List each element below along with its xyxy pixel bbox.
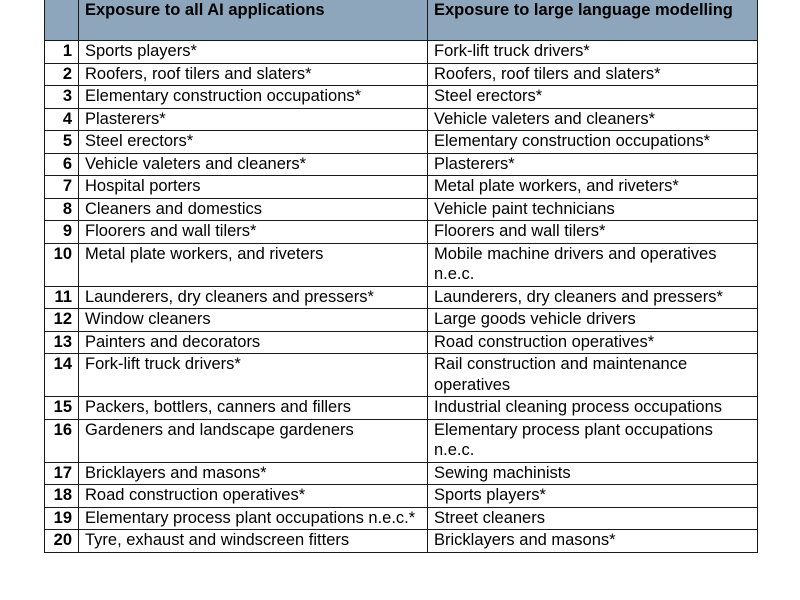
all-ai-cell: Tyre, exhaust and windscreen fitters bbox=[79, 530, 428, 553]
all-ai-cell: Painters and decorators bbox=[79, 331, 428, 354]
all-ai-cell: Elementary construction occupations* bbox=[79, 86, 428, 109]
llm-cell: Fork-lift truck drivers* bbox=[428, 41, 758, 64]
table-row bbox=[45, 331, 758, 354]
rank-cell: 19 bbox=[45, 507, 79, 530]
llm-cell: Large goods vehicle drivers bbox=[428, 309, 758, 332]
all-ai-cell: Vehicle valeters and cleaners* bbox=[79, 153, 428, 176]
all-ai-cell: Metal plate workers, and riveters bbox=[79, 243, 428, 286]
rank-cell: 13 bbox=[45, 331, 79, 354]
all-ai-cell: Steel erectors* bbox=[79, 131, 428, 154]
table-row bbox=[45, 243, 758, 286]
all-ai-cell: Sports players* bbox=[79, 41, 428, 64]
llm-cell: Elementary process plant occupations n.e.c. bbox=[428, 419, 758, 462]
llm-cell: Plasterers* bbox=[428, 153, 758, 176]
all-ai-cell: Road construction operatives* bbox=[79, 485, 428, 508]
rank-cell: 14 bbox=[45, 354, 79, 397]
rank-cell: 1 bbox=[45, 41, 79, 64]
all-ai-cell: Fork-lift truck drivers* bbox=[79, 354, 428, 397]
table-row bbox=[45, 221, 758, 244]
llm-cell: Industrial cleaning process occupations bbox=[428, 397, 758, 420]
llm-cell: Street cleaners bbox=[428, 507, 758, 530]
rank-cell: 20 bbox=[45, 530, 79, 553]
table-row bbox=[45, 530, 758, 553]
all-ai-cell: Floorers and wall tilers* bbox=[79, 221, 428, 244]
table-row bbox=[45, 397, 758, 420]
all-ai-cell: Elementary process plant occupations n.e.c.* bbox=[79, 507, 428, 530]
llm-cell: Launderers, dry cleaners and pressers* bbox=[428, 286, 758, 309]
llm-cell: Steel erectors* bbox=[428, 86, 758, 109]
rank-cell: 10 bbox=[45, 243, 79, 286]
rank-cell: 18 bbox=[45, 485, 79, 508]
table-row bbox=[45, 63, 758, 86]
table-row bbox=[45, 153, 758, 176]
llm-cell: Vehicle paint technicians bbox=[428, 198, 758, 221]
all-ai-cell: Gardeners and landscape gardeners bbox=[79, 419, 428, 462]
llm-cell: Roofers, roof tilers and slaters* bbox=[428, 63, 758, 86]
rank-cell: 2 bbox=[45, 63, 79, 86]
llm-cell: Floorers and wall tilers* bbox=[428, 221, 758, 244]
rank-cell: 6 bbox=[45, 153, 79, 176]
table-body bbox=[45, 41, 758, 553]
rank-cell: 7 bbox=[45, 176, 79, 199]
rank-header bbox=[45, 0, 79, 41]
all-ai-cell: Packers, bottlers, canners and fillers bbox=[79, 397, 428, 420]
rank-cell: 17 bbox=[45, 462, 79, 485]
header-row bbox=[45, 0, 758, 41]
llm-cell: Metal plate workers, and riveters* bbox=[428, 176, 758, 199]
table-row bbox=[45, 309, 758, 332]
table-row bbox=[45, 41, 758, 64]
rank-cell: 8 bbox=[45, 198, 79, 221]
all-ai-cell: Cleaners and domestics bbox=[79, 198, 428, 221]
llm-cell: Road construction operatives* bbox=[428, 331, 758, 354]
table-row bbox=[45, 354, 758, 397]
table-row bbox=[45, 131, 758, 154]
table-row bbox=[45, 485, 758, 508]
rank-cell: 16 bbox=[45, 419, 79, 462]
llm-cell: Rail construction and maintenance operatives bbox=[428, 354, 758, 397]
rank-cell: 12 bbox=[45, 309, 79, 332]
rank-cell: 3 bbox=[45, 86, 79, 109]
all-ai-cell: Bricklayers and masons* bbox=[79, 462, 428, 485]
occupation-exposure-table bbox=[44, 0, 758, 553]
llm-cell: Sewing machinists bbox=[428, 462, 758, 485]
rank-cell: 9 bbox=[45, 221, 79, 244]
llm-cell: Bricklayers and masons* bbox=[428, 530, 758, 553]
table-row bbox=[45, 462, 758, 485]
table-row bbox=[45, 419, 758, 462]
table-row bbox=[45, 176, 758, 199]
rank-cell: 5 bbox=[45, 131, 79, 154]
rank-cell: 11 bbox=[45, 286, 79, 309]
table-row bbox=[45, 198, 758, 221]
rank-cell: 4 bbox=[45, 108, 79, 131]
all-ai-cell: Launderers, dry cleaners and pressers* bbox=[79, 286, 428, 309]
llm-cell: Mobile machine drivers and operatives n.e.c. bbox=[428, 243, 758, 286]
llm-cell: Sports players* bbox=[428, 485, 758, 508]
llm-cell: Vehicle valeters and cleaners* bbox=[428, 108, 758, 131]
table-row bbox=[45, 86, 758, 109]
llm-cell: Elementary construction occupations* bbox=[428, 131, 758, 154]
llm-header: Exposure to large language modelling bbox=[428, 0, 758, 41]
occupation-exposure-table-container bbox=[44, 0, 757, 553]
table-row bbox=[45, 108, 758, 131]
all-ai-cell: Hospital porters bbox=[79, 176, 428, 199]
all-ai-cell: Plasterers* bbox=[79, 108, 428, 131]
table-row bbox=[45, 507, 758, 530]
rank-cell: 15 bbox=[45, 397, 79, 420]
all-ai-cell: Window cleaners bbox=[79, 309, 428, 332]
table-header bbox=[45, 0, 758, 41]
all-ai-header: Exposure to all AI applications bbox=[79, 0, 428, 41]
all-ai-cell: Roofers, roof tilers and slaters* bbox=[79, 63, 428, 86]
table-row bbox=[45, 286, 758, 309]
